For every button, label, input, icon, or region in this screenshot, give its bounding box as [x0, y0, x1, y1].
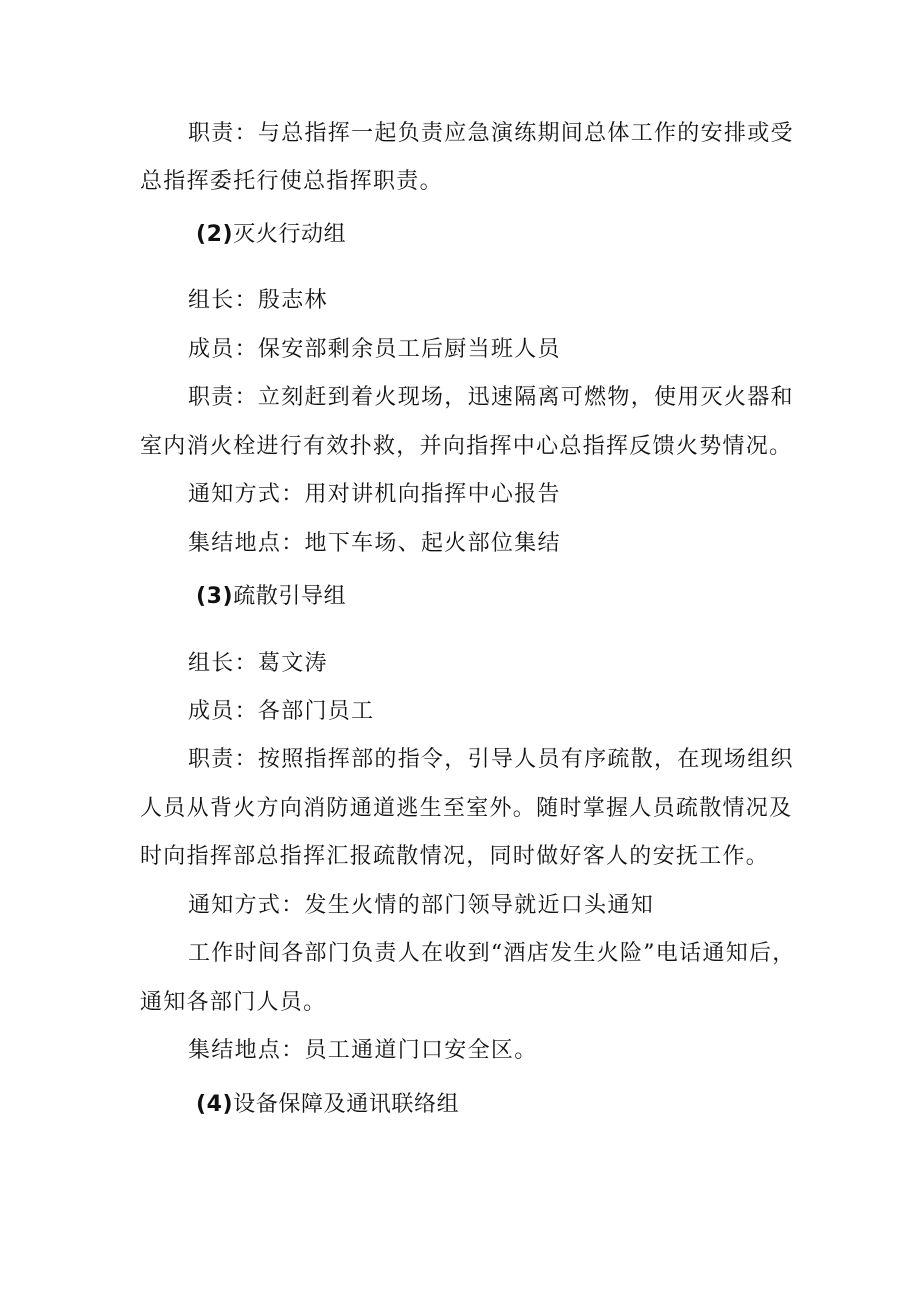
section-heading-equipment-team	[196, 1092, 459, 1118]
team-leader-line: 组长：殷志林	[188, 288, 328, 313]
assembly-point-line: 集结地点：地下车场、起火部位集结	[188, 531, 561, 556]
section-number: (3)	[196, 584, 234, 609]
paragraph-duty-line-2: 室内消火栓进行有效扑救，并向指挥中心总指挥反馈火势情况。	[140, 434, 793, 459]
section-title: 灭火行动组	[233, 222, 347, 247]
team-leader-line: 组长：葛文涛	[188, 651, 328, 676]
team-members-line: 成员：保安部剩余员工后厨当班人员	[188, 337, 561, 362]
paragraph-duty-line-2: 人员从背火方向消防通道逃生至室外。随时掌握人员疏散情况及	[140, 796, 793, 821]
section-number: (4)	[196, 1092, 234, 1117]
section-title: 设备保障及通讯联络组	[233, 1092, 460, 1117]
notification-method-line: 通知方式：发生火情的部门领导就近口头通知	[188, 893, 655, 918]
notification-method-line: 通知方式：用对讲机向指挥中心报告	[188, 482, 561, 507]
team-members-line: 成员：各部门员工	[188, 699, 375, 724]
paragraph-duty-line-1: 职责：按照指挥部的指令，引导人员有序疏散，在现场组织	[188, 747, 794, 772]
notification-detail-line-1: 工作时间各部门负责人在收到“酒店发生火险”电话通知后，	[188, 941, 796, 966]
section-title: 疏散引导组	[233, 584, 347, 609]
assembly-point-line: 集结地点：员工通道门口安全区。	[188, 1038, 538, 1063]
paragraph-duty-line-1: 职责：立刻赶到着火现场，迅速隔离可燃物，使用灭火器和	[188, 385, 794, 410]
paragraph-duty-line-1: 职责：与总指挥一起负责应急演练期间总体工作的安排或受	[188, 121, 794, 146]
section-number: (2)	[196, 222, 234, 247]
paragraph-duty-line-2: 总指挥委托行使总指挥职责。	[140, 169, 443, 194]
section-heading-fire-team	[196, 222, 346, 248]
section-heading-evacuation-team	[196, 584, 346, 610]
notification-detail-line-2: 通知各部门人员。	[140, 990, 327, 1015]
paragraph-duty-line-3: 时向指挥部总指挥汇报疏散情况，同时做好客人的安抚工作。	[140, 844, 770, 869]
